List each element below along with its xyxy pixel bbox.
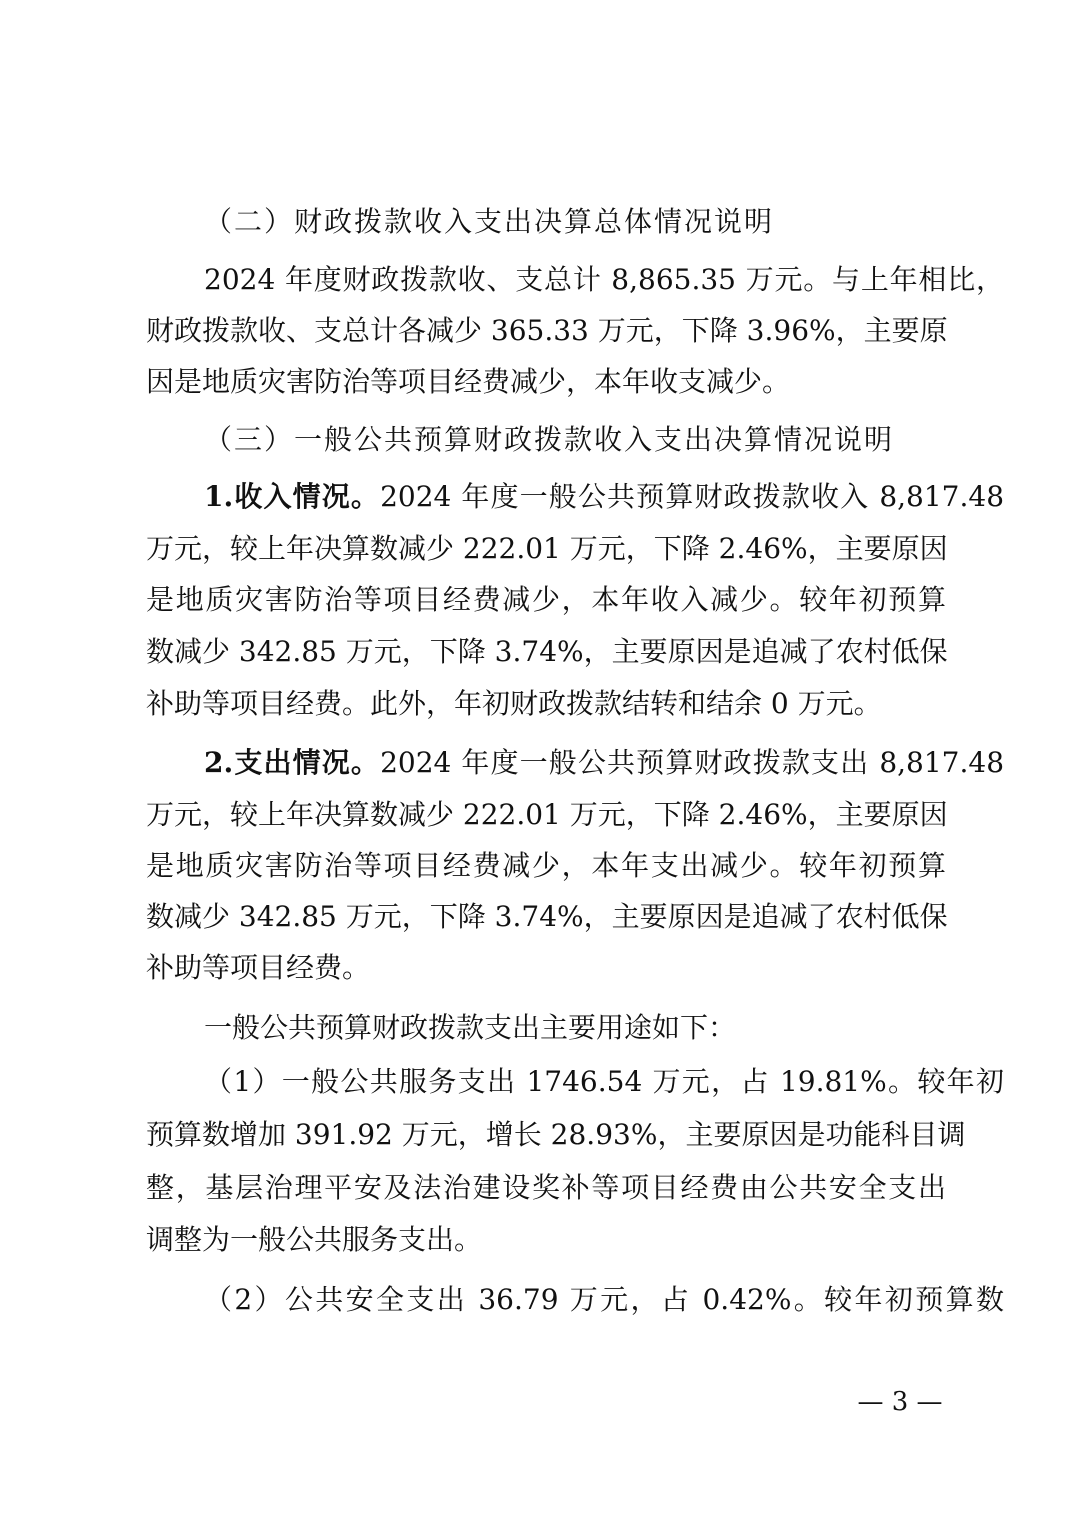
item-2-line-1: （2）公共安全支出 36.79 万元，占 0.42%。较年初预算数 — [204, 1283, 1004, 1316]
expense-first-line-text: 2024 年度一般公共预算财政拨款支出 8,817.48 — [380, 746, 1005, 779]
expense-line-4: 数减少 342.85 万元，下降 3.74%，主要原因是追减了农村低保 — [146, 900, 948, 933]
income-line-2: 万元，较上年决算数减少 222.01 万元，下降 2.46%，主要原因 — [146, 532, 948, 565]
section-heading-3: （三）一般公共预算财政拨款收入支出决算情况说明 — [204, 423, 895, 456]
item-1-line-3: 整，基层治理平安及法治建设奖补等项目经费由公共安全支出 — [146, 1171, 946, 1204]
income-line-5: 补助等项目经费。此外，年初财政拨款结转和结余 0 万元。 — [146, 687, 882, 720]
section-heading-2: （二）财政拨款收入支出决算总体情况说明 — [204, 205, 775, 238]
expense-line-5: 补助等项目经费。 — [146, 951, 371, 984]
paragraph-total-line-3: 因是地质灾害防治等项目经费减少，本年收支减少。 — [146, 365, 791, 398]
income-line-1 — [204, 479, 1004, 515]
item-1-line-1: （1）一般公共服务支出 1746.54 万元，占 19.81%。较年初 — [204, 1065, 1004, 1098]
income-label: 1.收入情况。 — [204, 480, 381, 513]
income-line-3: 是地质灾害防治等项目经费减少，本年收入减少。较年初预算 — [146, 583, 946, 616]
paragraph-total-line-1: 2024 年度财政拨款收、支总计 8,865.35 万元。与上年相比， — [204, 263, 1004, 296]
expense-label: 2.支出情况。 — [204, 746, 381, 779]
income-first-line-text: 2024 年度一般公共预算财政拨款收入 8,817.48 — [380, 480, 1005, 513]
item-1-line-2: 预算数增加 391.92 万元，增长 28.93%，主要原因是功能科目调 — [146, 1118, 966, 1151]
uses-intro: 一般公共预算财政拨款支出主要用途如下： — [204, 1011, 737, 1044]
income-line-4: 数减少 342.85 万元，下降 3.74%，主要原因是追减了农村低保 — [146, 635, 948, 668]
expense-line-1 — [204, 745, 1004, 781]
page-number: — 3 — — [857, 1387, 943, 1417]
expense-line-2: 万元，较上年决算数减少 222.01 万元，下降 2.46%，主要原因 — [146, 798, 948, 831]
paragraph-total-line-2: 财政拨款收、支总计各减少 365.33 万元，下降 3.96%，主要原 — [146, 314, 948, 347]
expense-line-3: 是地质灾害防治等项目经费减少，本年支出减少。较年初预算 — [146, 849, 946, 882]
item-1-line-4: 调整为一般公共服务支出。 — [146, 1223, 483, 1256]
